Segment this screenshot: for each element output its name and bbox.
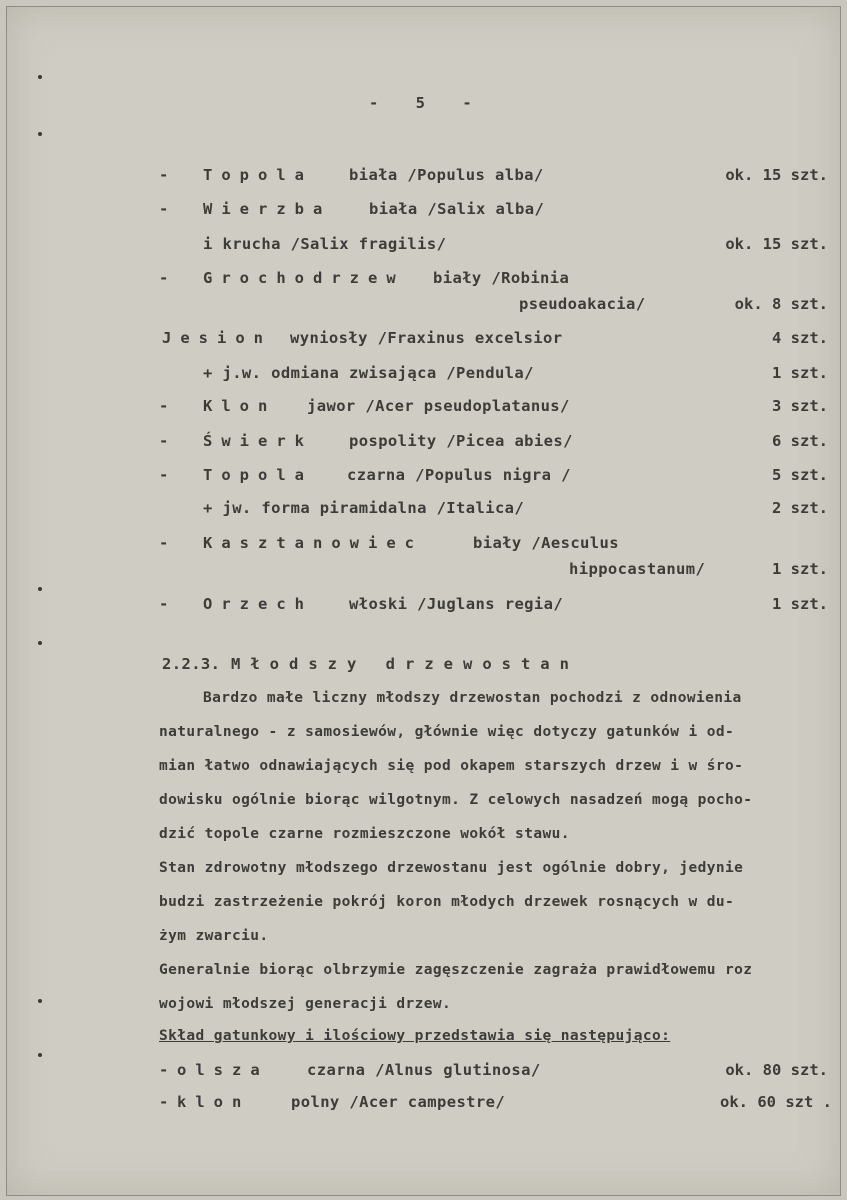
punch-hole (38, 75, 42, 79)
species-name: olsza (177, 1061, 269, 1079)
paragraph-line: żym zwarciu. (159, 928, 269, 944)
list-dash: - (159, 534, 169, 552)
species-name: Topola (203, 166, 313, 184)
list-dash: - (159, 1061, 169, 1079)
species-name: Kasztanowiec (203, 534, 423, 552)
species-quantity: 5 szt. (772, 466, 828, 484)
page-number: - 5 - (369, 94, 486, 112)
punch-hole (38, 641, 42, 645)
list-dash: - (159, 397, 169, 415)
paragraph-line: mian łatwo odnawiających się pod okapem starszych drzew i w śro- (159, 758, 744, 774)
paragraph-line: Stan zdrowotny młodszego drzewostanu jest ogólnie dobry, jedynie (159, 860, 744, 876)
species-quantity: 1 szt. (772, 364, 828, 382)
punch-hole (38, 132, 42, 136)
species-name: Jesion (162, 329, 272, 347)
punch-hole (38, 999, 42, 1003)
section-number: 2.2.3. (162, 655, 221, 673)
species-description: polny /Acer campestre/ (291, 1093, 506, 1111)
species-quantity: ok. 80 szt. (725, 1061, 828, 1079)
list-dash: - (159, 466, 169, 484)
species-quantity: 2 szt. (772, 499, 828, 517)
list-dash: - (159, 595, 169, 613)
species-quantity: ok. 60 szt . (720, 1093, 832, 1111)
paragraph-line: budzi zastrzeżenie pokrój koron młodych drzewek rosnących w du- (159, 894, 735, 910)
species-quantity: ok. 15 szt. (725, 166, 828, 184)
species-description: biały /Robinia (433, 269, 570, 287)
list-dash: - (159, 1093, 169, 1111)
species-quantity: 4 szt. (772, 329, 828, 347)
species-description: hippocastanum/ (569, 560, 706, 578)
species-description: i krucha /Salix fragilis/ (203, 235, 447, 253)
species-quantity: 6 szt. (772, 432, 828, 450)
section-title: Młodszy drzewostan (231, 655, 579, 673)
species-name: klon (177, 1093, 251, 1111)
species-description: włoski /Juglans regia/ (349, 595, 564, 613)
species-description: biała /Populus alba/ (349, 166, 544, 184)
species-description: + j.w. odmiana zwisająca /Pendula/ (203, 364, 534, 382)
species-quantity: ok. 8 szt. (734, 295, 828, 313)
species-name: Klon (203, 397, 277, 415)
species-description: czarna /Alnus glutinosa/ (307, 1061, 541, 1079)
species-name: Świerk (203, 432, 313, 450)
paragraph-line: dowisku ogólnie biorąc wilgotnym. Z celowych nasadzeń mogą pocho- (159, 792, 753, 808)
species-quantity: ok. 15 szt. (725, 235, 828, 253)
punch-hole (38, 587, 42, 591)
list-dash: - (159, 432, 169, 450)
species-description: biała /Salix alba/ (369, 200, 545, 218)
paragraph-line: Bardzo małe liczny młodszy drzewostan pochodzi z odnowienia (203, 690, 742, 706)
species-name: Topola (203, 466, 313, 484)
species-quantity: 3 szt. (772, 397, 828, 415)
species-name: Orzech (203, 595, 313, 613)
list-dash: - (159, 166, 169, 184)
species-quantity: 1 szt. (772, 560, 828, 578)
species-quantity: 1 szt. (772, 595, 828, 613)
species-description: biały /Aesculus (473, 534, 619, 552)
species-description: pospolity /Picea abies/ (349, 432, 573, 450)
species-name: Grochodrzew (203, 269, 405, 287)
paragraph-line: dzić topole czarne rozmieszczone wokół stawu. (159, 826, 570, 842)
paragraph-line: Generalnie biorąc olbrzymie zagęszczenie zagraża prawidłowemu roz (159, 962, 753, 978)
paragraph-line: naturalnego - z samosiewów, głównie więc dotyczy gatunków i od- (159, 724, 735, 740)
composition-heading: Skład gatunkowy i ilościowy przedstawia się następująco: (159, 1028, 671, 1044)
species-description: jawor /Acer pseudoplatanus/ (307, 397, 570, 415)
punch-hole (38, 1053, 42, 1057)
list-dash: - (159, 200, 169, 218)
species-name: Wierzba (203, 200, 332, 218)
species-description: + jw. forma piramidalna /Italica/ (203, 499, 525, 517)
species-description: czarna /Populus nigra / (347, 466, 571, 484)
list-dash: - (159, 269, 169, 287)
species-description: pseudoakacia/ (519, 295, 646, 313)
paragraph-line: wojowi młodszej generacji drzew. (159, 996, 452, 1012)
species-description: wyniosły /Fraxinus excelsior (290, 329, 563, 347)
document-page (6, 6, 841, 1196)
